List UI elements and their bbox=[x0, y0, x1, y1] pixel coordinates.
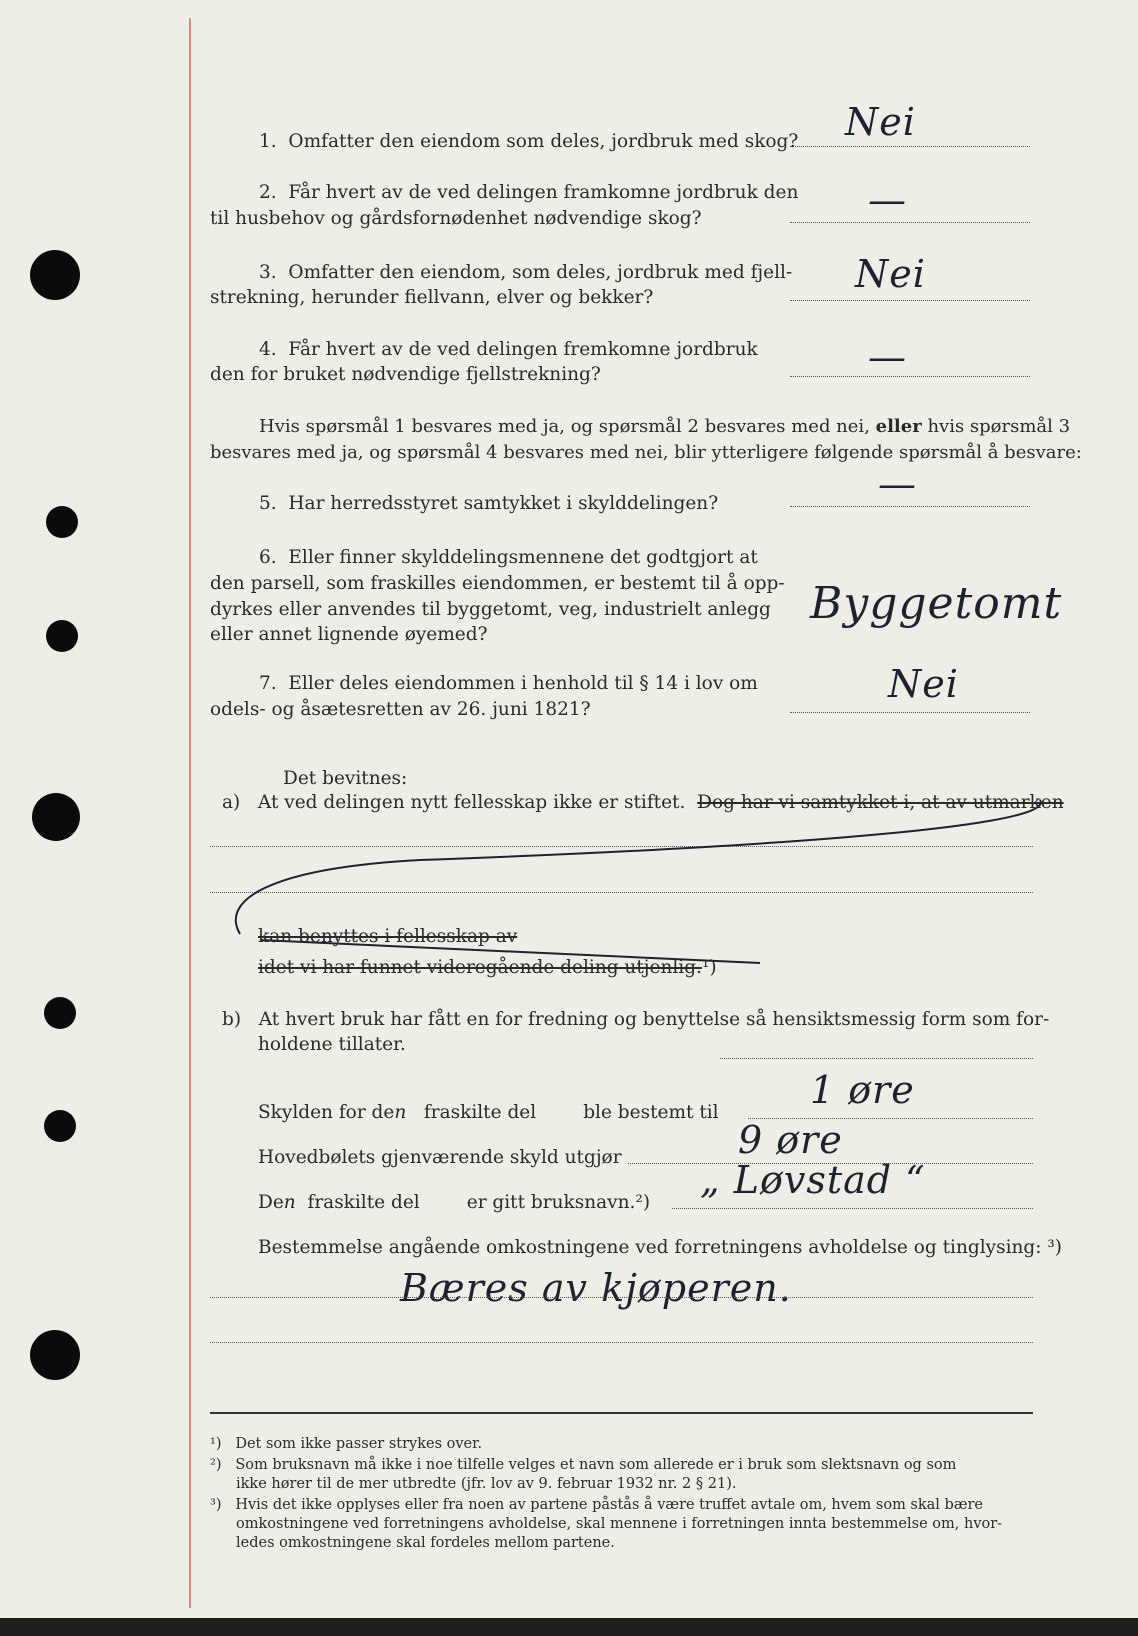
question-7-cont: odels- og åsætesretten av 26. juni 1821? bbox=[210, 699, 591, 720]
footnote-mark: ²) bbox=[210, 1457, 222, 1473]
skyld-value: 1 øre bbox=[810, 1068, 915, 1112]
footnote-3-cont: ledes omkostningene skal fordeles mellom partene. bbox=[236, 1535, 615, 1551]
item-label: b) bbox=[222, 1009, 242, 1030]
question-text: Får hvert av de ved delingen framkomne jordbruk den bbox=[288, 182, 799, 203]
footnote-mark: ³) bbox=[210, 1497, 222, 1513]
answer-handwritten: — bbox=[868, 178, 907, 222]
omk-value: Bæres av kjøperen. bbox=[400, 1266, 792, 1310]
question-text: Får hvert av de ved delingen fremkomne jordbruk bbox=[288, 339, 758, 360]
footnote-1 bbox=[210, 1434, 482, 1454]
question-6-cont: den parsell, som fraskilles eiendommen, er bestemt til å opp- bbox=[210, 573, 785, 594]
question-2-cont: til husbehov og gårdsfornødenhet nødvendige skog? bbox=[210, 208, 702, 229]
navn-field bbox=[258, 1190, 650, 1215]
question-number: 1. bbox=[259, 131, 277, 152]
footnote-text: Som bruksnavn må ikke i noe tilfelle velges et navn som allerede er i bruk som slektsnavn og som bbox=[235, 1457, 957, 1473]
bevitnes-b bbox=[222, 1007, 1049, 1032]
question-number: 7. bbox=[259, 673, 277, 694]
omk-field: Bestemmelse angående omkostningene ved forretningens avholdelse og tinglysing: ³) bbox=[258, 1237, 1063, 1258]
struck-text: idet vi har funnet videregående deling utjenlig. bbox=[258, 957, 702, 978]
handwritten-insert: n bbox=[394, 1102, 407, 1123]
field-label: De bbox=[258, 1192, 284, 1213]
blank-line bbox=[720, 1058, 1033, 1059]
field-line bbox=[672, 1208, 1033, 1209]
hoved-value: 9 øre bbox=[738, 1118, 843, 1162]
question-number: 3. bbox=[259, 262, 277, 283]
footnote-3-cont: omkostningene ved forretningens avholdelse, skal mennene i forretningen innta bestemmelse om, hvor- bbox=[236, 1516, 1003, 1532]
question-4-cont: den for bruket nødvendige fjellstrekning? bbox=[210, 364, 601, 385]
item-text: At hvert bruk har fått en for fredning og benyttelse så hensiktsmessig form som for- bbox=[258, 1009, 1050, 1030]
navn-value: „ Løvstad “ bbox=[700, 1158, 926, 1202]
blank-line bbox=[210, 1342, 1033, 1343]
struck-line-3 bbox=[258, 955, 717, 980]
question-3-cont: strekning, herunder fiellvann, elver og bekker? bbox=[210, 287, 654, 308]
footnote-divider bbox=[210, 1412, 1033, 1414]
struck-text: kan benyttes i fellesskap av bbox=[258, 926, 518, 947]
answer-handwritten: Nei bbox=[845, 100, 916, 144]
bevitnes-heading: Det bevitnes: bbox=[283, 768, 408, 789]
skyld-field bbox=[258, 1100, 719, 1125]
footnote-text: Hvis det ikke opplyses eller fra noen av partene påstås å være truffet avtale om, hvem som skal bære bbox=[235, 1497, 983, 1513]
punch-hole bbox=[30, 1330, 80, 1380]
question-number: 4. bbox=[259, 339, 277, 360]
item-text: At ved delingen nytt fellesskap ikke er stiftet. bbox=[257, 792, 686, 813]
footnote-2-cont: ikke hører til de mer utbredte (jfr. lov av 9. februar 1932 nr. 2 § 21). bbox=[236, 1476, 737, 1492]
footnote-3 bbox=[210, 1495, 983, 1515]
answer-handwritten: — bbox=[868, 335, 907, 379]
item-label: a) bbox=[222, 792, 241, 813]
field-label: fraskilte del bbox=[423, 1102, 537, 1123]
field-label: er gitt bruksnavn.²) bbox=[466, 1192, 651, 1213]
question-6-cont: dyrkes eller anvendes til byggetomt, veg, industrielt anlegg bbox=[210, 599, 771, 620]
answer-handwritten: — bbox=[878, 462, 917, 506]
footnote-mark: ¹) bbox=[210, 1436, 222, 1452]
punch-hole bbox=[44, 1110, 76, 1142]
question-text: Omfatter den eiendom som deles, jordbruk med skog? bbox=[288, 131, 799, 152]
scan-edge bbox=[0, 1618, 1138, 1636]
punch-hole bbox=[44, 997, 76, 1029]
field-label: Skylden for de bbox=[258, 1102, 395, 1123]
field-label: fraskilte del bbox=[307, 1192, 420, 1213]
blank-line bbox=[210, 1297, 1033, 1298]
question-number: 6. bbox=[259, 547, 277, 568]
footnote-2 bbox=[210, 1455, 956, 1475]
question-6-cont: eller annet lignende øyemed? bbox=[210, 624, 488, 645]
instruction-bold: eller bbox=[875, 416, 922, 437]
instruction-line-2: besvares med ja, og spørsmål 4 besvares med nei, blir ytterligere følgende spørsmål å besvare: bbox=[210, 442, 1082, 463]
footnote-ref: ¹) bbox=[701, 957, 717, 978]
instruction-text: Hvis spørsmål 1 besvares med ja, og spørsmål 2 besvares med nei, bbox=[259, 416, 876, 437]
handwritten-insert: n bbox=[283, 1192, 296, 1213]
question-number: 2. bbox=[259, 182, 277, 203]
question-number: 5. bbox=[259, 493, 277, 514]
question-text: Eller finner skylddelingsmennene det godtgjort at bbox=[288, 547, 758, 568]
struck-text: Dog har vi samtykket i, at av utmarken bbox=[697, 792, 1064, 813]
struck-line-2 bbox=[258, 924, 517, 949]
hoved-field: Hovedbølets gjenværende skyld utgjør bbox=[258, 1147, 622, 1168]
question-text: Har herredsstyret samtykket i skylddelingen? bbox=[288, 493, 719, 514]
answer-handwritten: Nei bbox=[855, 252, 926, 296]
answer-handwritten: Nei bbox=[888, 662, 959, 706]
field-label: ble bestemt til bbox=[583, 1102, 719, 1123]
question-text: Eller deles eiendommen i henhold til § 14 i lov om bbox=[288, 673, 758, 694]
instruction-text: hvis spørsmål 3 bbox=[921, 416, 1071, 437]
answer-handwritten: Byggetomt bbox=[810, 578, 1063, 629]
bevitnes-b-cont: holdene tillater. bbox=[258, 1034, 406, 1055]
footnote-text: Det som ikke passer strykes over. bbox=[235, 1436, 483, 1452]
question-text: Omfatter den eiendom, som deles, jordbruk med fjell- bbox=[288, 262, 793, 283]
